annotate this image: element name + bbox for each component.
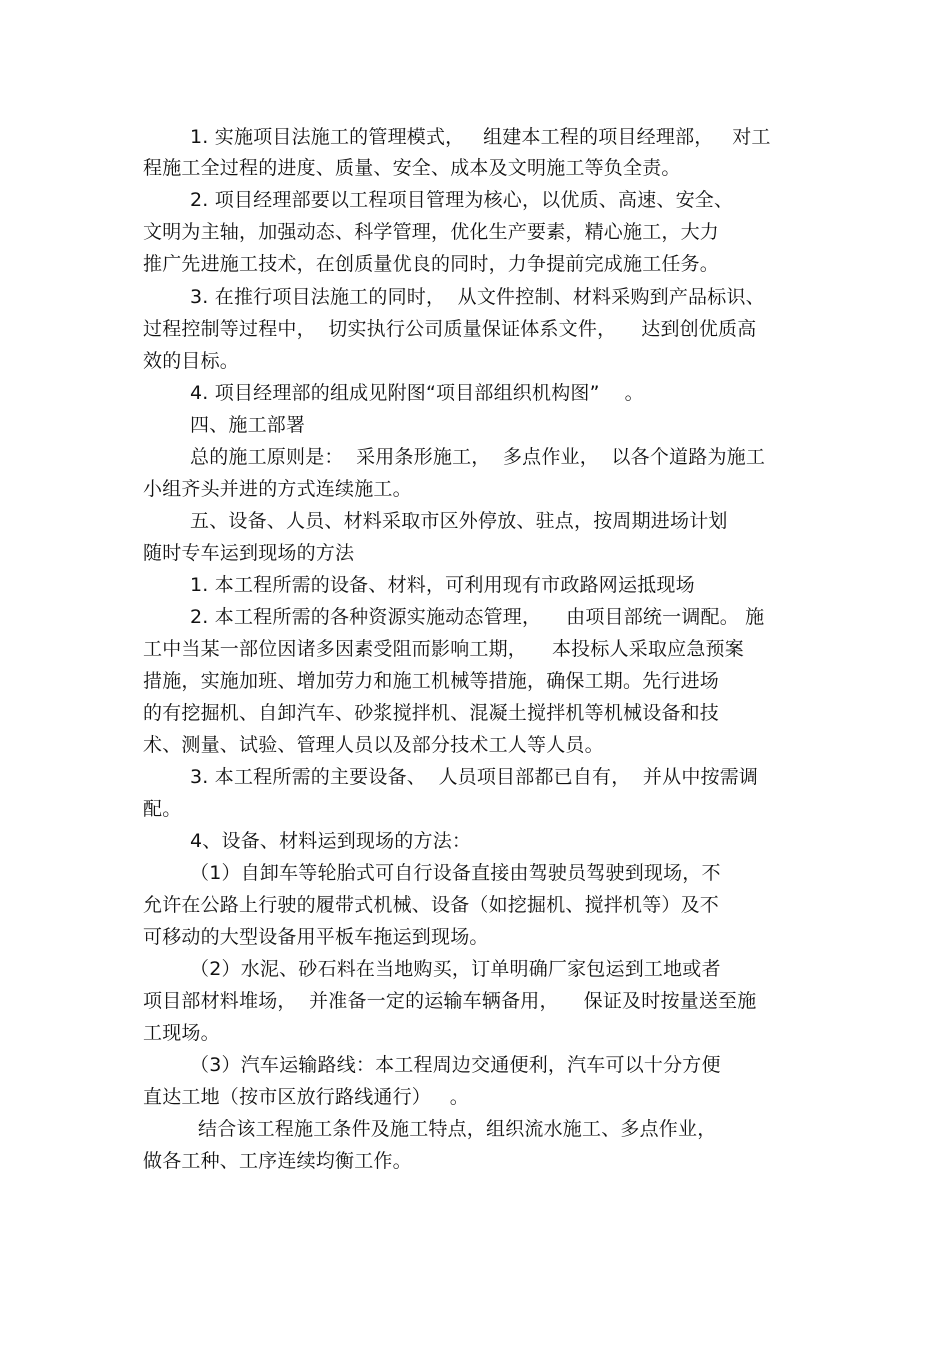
text-line: 3. 在推行项目法施工的同时， 从文件控制、材料采购到产品标识、: [190, 286, 765, 308]
text-line: 可移动的大型设备用平板车拖运到现场。: [143, 926, 489, 948]
text-line: 工中当某一部位因诸多因素受阻而影响工期， 本投标人采取应急预案: [143, 638, 744, 660]
text-line: 程施工全过程的进度、质量、安全、成本及文明施工等负全责。: [143, 157, 681, 179]
text-line: 配。: [143, 798, 182, 820]
text-line: 文明为主轴，加强动态、科学管理，优化生产要素，精心施工，大力: [143, 221, 720, 243]
text-line: 做各工种、工序连续均衡工作。: [143, 1150, 412, 1172]
text-line: （3）汽车运输路线：本工程周边交通便利，汽车可以十分方便: [190, 1054, 721, 1076]
text-line: 项目部材料堆场， 并准备一定的运输车辆备用， 保证及时按量送至施: [143, 990, 757, 1012]
text-line: 效的目标。: [143, 350, 240, 372]
text-line: 小组齐头并进的方式连续施工。: [143, 478, 412, 500]
section-heading: 随时专车运到现场的方法: [143, 542, 355, 564]
text-line: 直达工地（按市区放行路线通行） 。: [143, 1086, 469, 1108]
section-heading: 五、设备、人员、材料采取市区外停放、驻点，按周期进场计划: [190, 510, 728, 532]
text-line: 术、测量、试验、管理人员以及部分技术工人等人员。: [143, 734, 604, 756]
text-line: 结合该工程施工条件及施工特点，组织流水施工、多点作业，: [198, 1118, 717, 1140]
text-line: 推广先进施工技术，在创质量优良的同时，力争提前完成施工任务。: [143, 253, 720, 275]
text-line: （1）自卸车等轮胎式可自行设备直接由驾驶员驾驶到现场，不: [190, 862, 721, 884]
text-line: 2. 项目经理部要以工程项目管理为核心，以优质、高速、安全、: [190, 189, 734, 211]
text-line: 允许在公路上行驶的履带式机械、设备（如挖掘机、搅拌机等）及不: [143, 894, 720, 916]
text-line: 1. 实施项目法施工的管理模式， 组建本工程的项目经理部， 对工: [190, 126, 771, 148]
text-line: 3. 本工程所需的主要设备、 人员项目部都已自有， 并从中按需调: [190, 766, 759, 788]
text-line: 1. 本工程所需的设备、材料，可利用现有市政路网运抵现场: [190, 574, 695, 596]
text-line: 措施，实施加班、增加劳力和施工机械等措施，确保工期。先行进场: [143, 670, 720, 692]
text-line: 工现场。: [143, 1022, 220, 1044]
text-line: 4. 项目经理部的组成见附图“项目部组织机构图” 。: [190, 382, 644, 404]
text-line: 总的施工原则是： 采用条形施工， 多点作业， 以各个道路为施工: [190, 446, 766, 468]
text-line: 4、设备、材料运到现场的方法：: [190, 830, 472, 852]
text-line: 过程控制等过程中， 切实执行公司质量保证体系文件， 达到创优质高: [143, 318, 757, 340]
text-line: 2. 本工程所需的各种资源实施动态管理， 由项目部统一调配。 施: [190, 606, 765, 628]
text-line: 的有挖掘机、自卸汽车、砂浆搅拌机、混凝土搅拌机等机械设备和技: [143, 702, 720, 724]
text-line: （2）水泥、砂石料在当地购买，订单明确厂家包运到工地或者: [190, 958, 721, 980]
section-heading: 四、施工部署: [190, 414, 306, 436]
